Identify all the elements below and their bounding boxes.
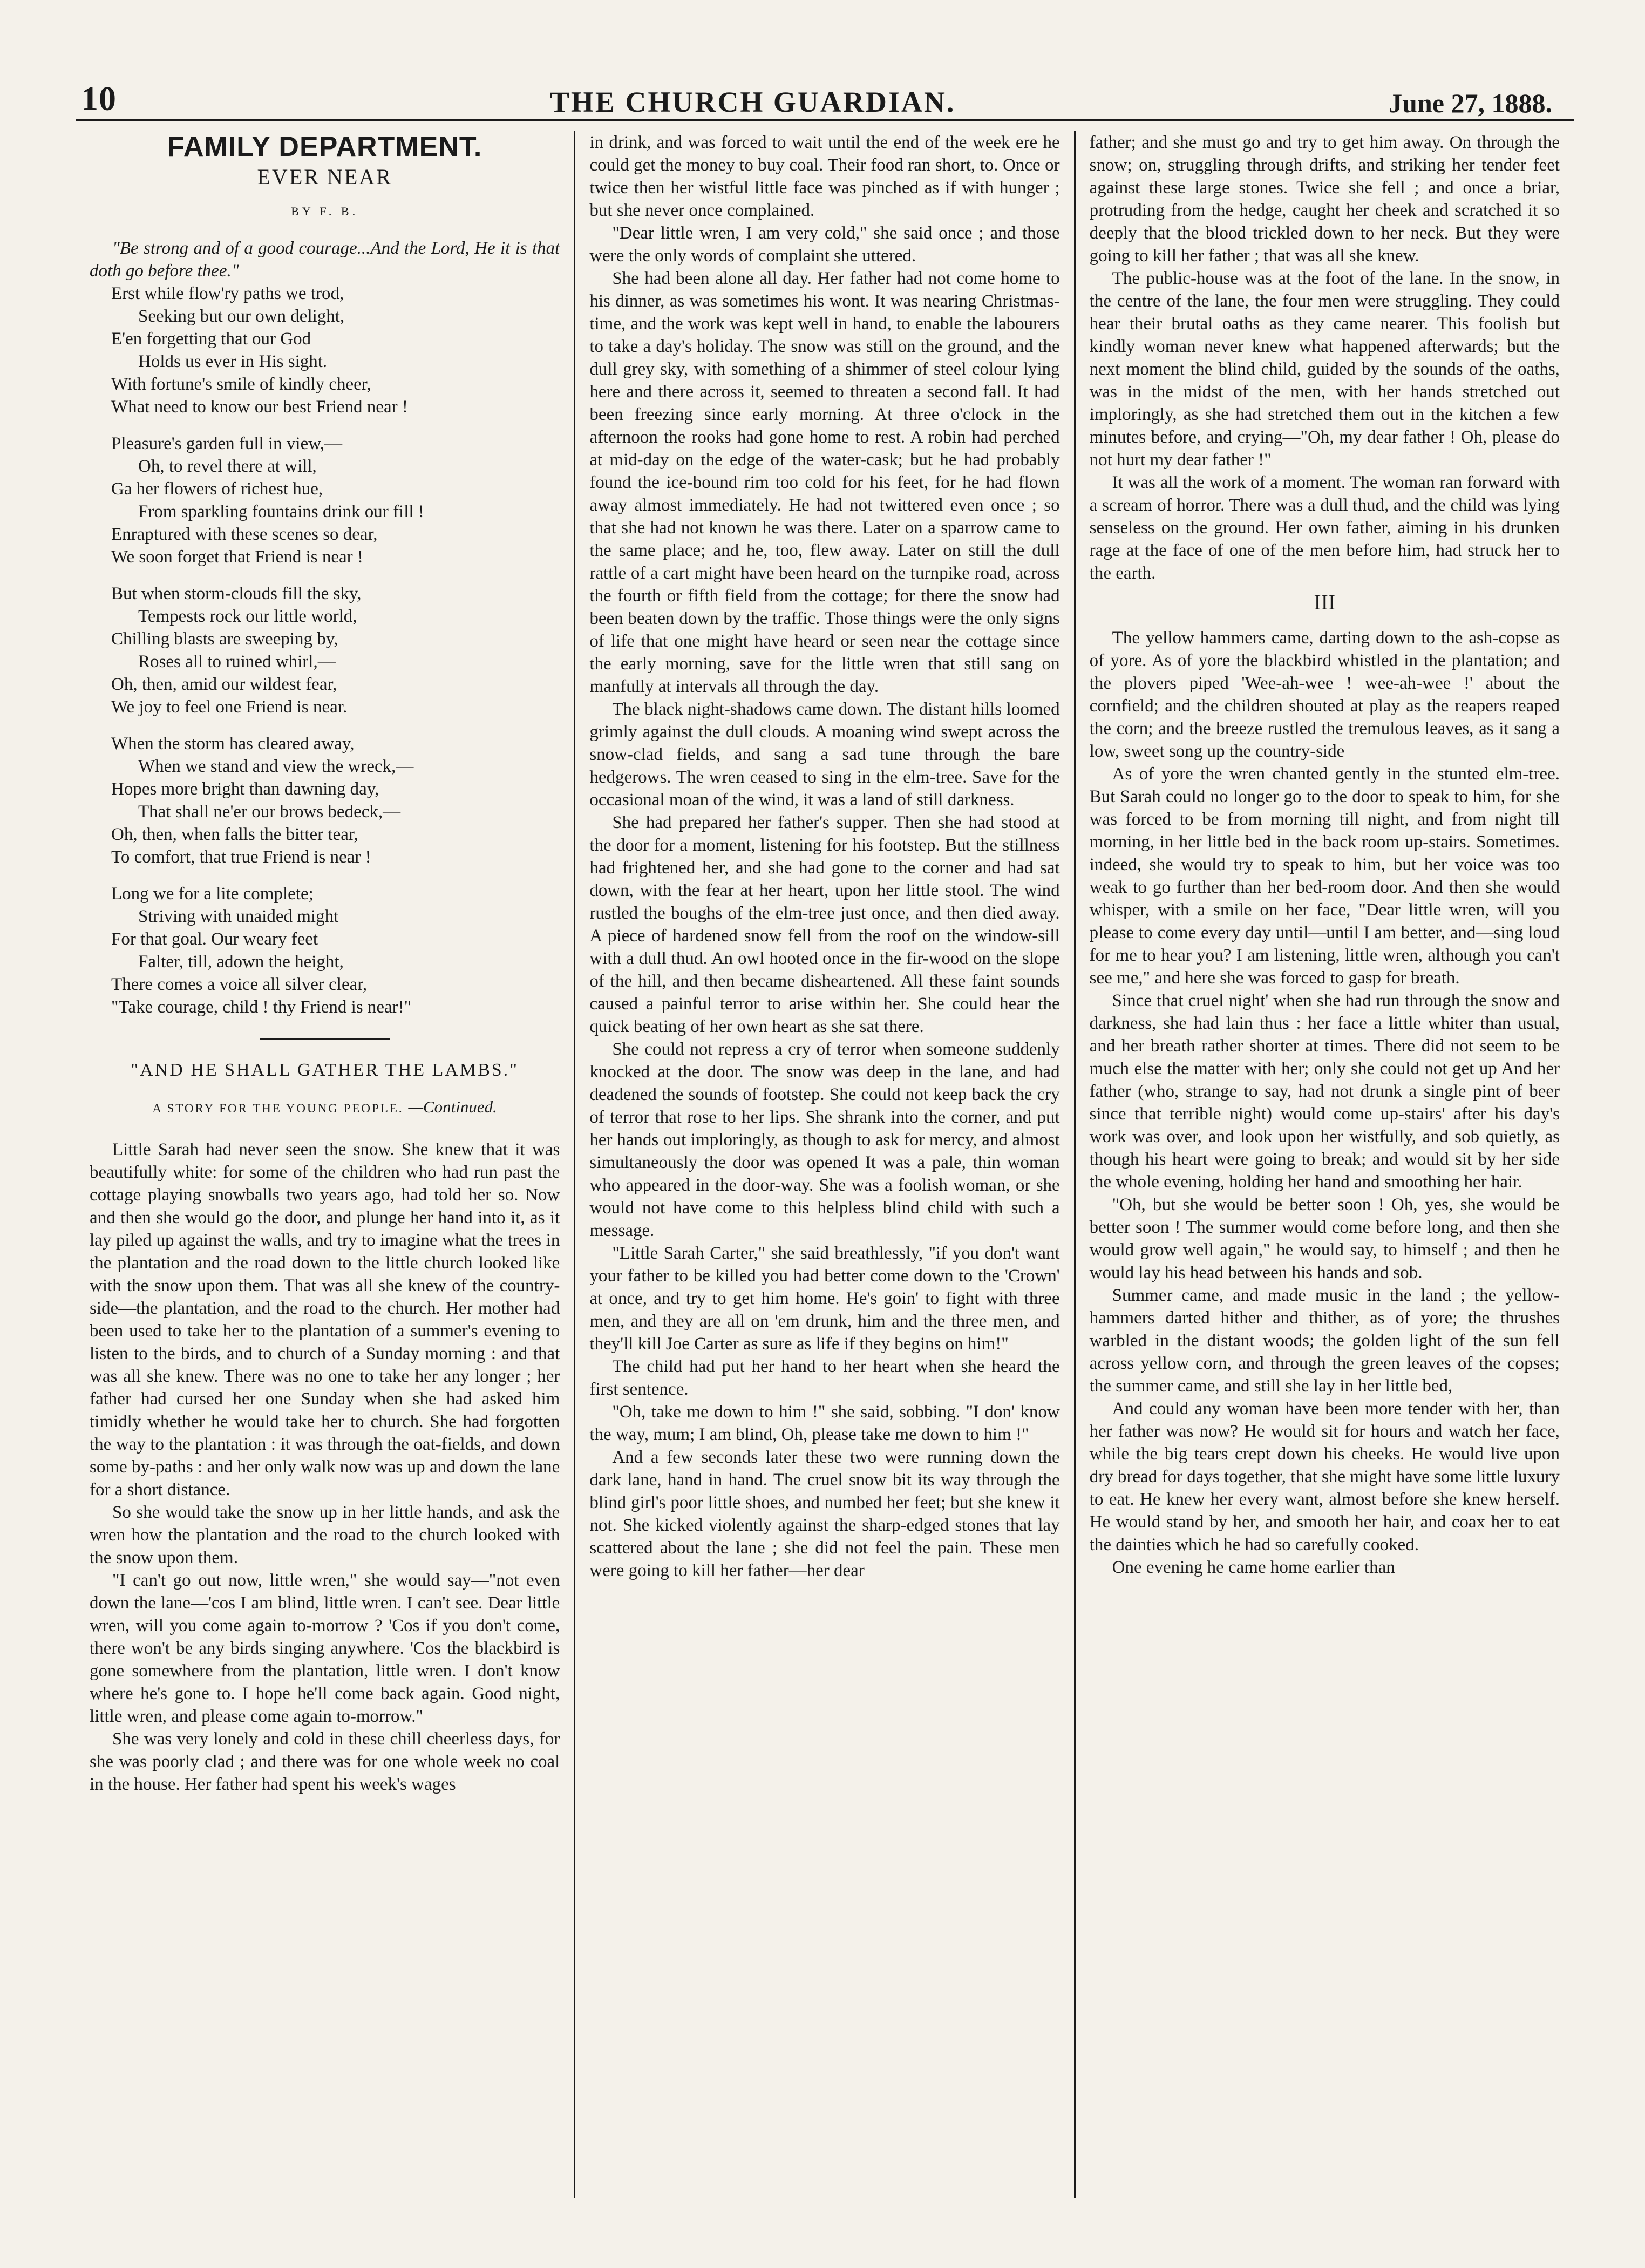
- paragraph: So she would take the snow up in her little hands, and ask the wren how the plantation and the road to the church looked with the snow upon them.: [90, 1503, 560, 1567]
- poem-line: When the storm has cleared away,: [111, 734, 355, 753]
- paragraph: "Oh, take me down to him !" she said, sobbing. "I don' know the way, mum; I am blind, Oh, please take me down to him !": [589, 1402, 1060, 1444]
- poem-line: For that goal. Our weary feet: [111, 929, 318, 949]
- poem-line: Oh, then, when falls the bitter tear,: [111, 825, 358, 844]
- poem-stanza: [111, 732, 560, 868]
- column-3: [1074, 131, 1574, 2198]
- column-1: [76, 131, 574, 2198]
- poem-line: Striving with unaided might: [138, 907, 339, 926]
- story-title: "AND HE SHALL GATHER THE LAMBS.": [131, 1060, 519, 1080]
- paragraph: Little Sarah had never seen the snow. She knew that it was beautifully white: for some of the children who had run past the cottage playing snowballs two years ago, had told her so. Now and then she would go the door, and plunge her hand into it, as it lay piled up against the walls, and try to imagine what the trees in the plantation and the road down to the little church looked like with the snow upon them. That was all she knew of the country-side—the plantation, and the road to the church. Her mother had been used to take her to the plantation of a summer's evening to listen to the birds, and to church of a Sunday morning : and that was all she knew. There was no one to take her any longer ; her father had cursed her one Sunday when she had asked him timidly whether he would take her to church. She had forgotten the way to the plantation : it was through the oat-fields, and down some by-paths : and her only walk now was up and down the lane for a short distance.: [90, 1140, 560, 1499]
- paragraph: Summer came, and made music in the land ; the yellow-hammers darted hither and thither, as of yore; the thrushes warbled in the distant woods; the golden light of the sun fell across yellow corn, and through the green leaves of the copses; the summer came, and still she lay in her little bed,: [1089, 1286, 1560, 1396]
- poem-line: Enraptured with these scenes so dear,: [111, 525, 378, 544]
- poem-line: "Take courage, child ! thy Friend is near!": [111, 997, 412, 1017]
- paragraph: The public-house was at the foot of the lane. In the snow, in the centre of the lane, the four men were struggling. They could hear their brutal oaths as they came nearer. This foolish but kindly woman never knew what happened afterwards; but the next moment the blind child, guided by the sounds of the oaths, was in the midst of the men, with her hands stretched out imploringly, as she had stretched them out in the kitchen a few minutes before, and crying—"Oh, my dear father ! Oh, please do not hurt my dear father !": [1089, 269, 1560, 470]
- poem-stanza: [111, 882, 560, 1018]
- poem-line: Falter, till, adown the height,: [138, 952, 344, 972]
- paragraph: in drink, and was forced to wait until the end of the week ere he could get the money to buy coal. Their food ran short, to. Once or twice then her wistful little face was pinched as if with hunger ; but she never once complained.: [589, 133, 1060, 220]
- poem-stanza: [111, 582, 560, 718]
- paragraph: She could not repress a cry of terror when someone suddenly knocked at the door. The snow was deep in the lane, and had deadened the sounds of footstep. She could not keep back the cry of terror that rose to her lips. She shrank into the corner, and put her hands out imploringly, as though to ask for mercy, and almost simultaneously the door was opened It was a pale, thin woman who appeared in the door-way. She was a foolish woman, or she would not have come to this helpless blind child with such a message.: [589, 1040, 1060, 1240]
- poem-line: Ga her flowers of richest hue,: [111, 479, 323, 499]
- department-heading: FAMILY DEPARTMENT.: [167, 131, 482, 162]
- poem-epigraph: "Be strong and of a good courage...And the Lord, He it is that doth go before thee.": [90, 239, 560, 281]
- column-2: [574, 131, 1073, 2198]
- paragraph: father; and she must go and try to get him away. On through the snow; on, struggling through drifts, and striking her tender feet against these large stones. Twice she fell ; and once a briar, protruding from the hedge, caught her cheek and scratched it so deeply that the blood trickled down to her neck. But they were going to kill her father ; that was all she knew.: [1089, 133, 1560, 266]
- paragraph: And could any woman have been more tender with her, than her father was now? He would sit for hours and watch her face, while the big tears crept down his cheeks. He would live upon dry bread for days together, that she might have some little luxury to eat. He knew her every want, almost before she knew herself. He would stand by her, and smooth her hair, and coax her to eat the dainties which he had so carefully cooked.: [1089, 1399, 1560, 1554]
- story-subtitle: [90, 1096, 560, 1120]
- poem-line: Erst while flow'ry paths we trod,: [111, 284, 344, 303]
- poem-line: Tempests rock our little world,: [138, 607, 357, 626]
- paragraph: As of yore the wren chanted gently in the stunted elm-tree. But Sarah could no longer go to the door to speak to him, for she was forced to be from morning till night, and from night till morning, in her little bed in the back room up-stairs. Sometimes. indeed, she would try to speak to him, but her voice was too weak to go further than her bed-room door. And then she would whisper, with a smile on her face, "Dear little wren, will you please to come every day until—until I am better, and—sing loud for me to hear you? I am listening, little wren, although you can't see me," and here she was forced to gasp for breath.: [1089, 764, 1560, 988]
- paragraph: "Dear little wren, I am very cold," she said once ; and those were the only words of complaint she uttered.: [589, 223, 1060, 266]
- poem-title: EVER NEAR: [257, 165, 392, 189]
- poem-line: Long we for a lite complete;: [111, 884, 314, 904]
- paragraph: It was all the work of a moment. The woman ran forward with a scream of horror. There was a dull thud, and the child was lying senseless on the ground. Her own father, aiming in his drunken rage at the face of one of the men before him, had struck her to the earth.: [1089, 473, 1560, 583]
- paragraph: "Little Sarah Carter," she said breathlessly, "if you don't want your father to be killed you had better come down to the 'Crown' at once, and try to get him home. He's goin' to fight with three men, and they are all on 'em drunk, him and the three men, and they'll kill Joe Carter as sure as life if they begins on him!": [589, 1244, 1060, 1354]
- story-subtitle-text: A STORY FOR THE YOUNG PEOPLE.: [152, 1102, 404, 1115]
- paragraph: One evening he came home earlier than: [1112, 1558, 1395, 1577]
- poem-line: When we stand and view the wreck,—: [138, 757, 414, 776]
- poem-line: From sparkling fountains drink our fill !: [138, 502, 424, 521]
- poem-stanza: [111, 282, 560, 418]
- newspaper-title: THE CHURCH GUARDIAN.: [549, 86, 956, 118]
- divider-rule: [260, 1038, 390, 1040]
- poem-line: E'en forgetting that our God: [111, 329, 311, 349]
- poem-line: We joy to feel one Friend is near.: [111, 697, 348, 717]
- poem-line: There comes a voice all silver clear,: [111, 975, 368, 994]
- poem-line: That shall ne'er our brows bedeck,—: [138, 802, 401, 821]
- story-continued: —Continued.: [408, 1097, 497, 1116]
- paragraph: "Oh, but she would be better soon ! Oh, yes, she would be better soon ! The summer would come before long, and then she would grow well again," he would say, to himself ; and then he would lay his head between his hands and sob.: [1089, 1195, 1560, 1282]
- poem-line: Chilling blasts are sweeping by,: [111, 629, 338, 649]
- poem-line: But when storm-clouds fill the sky,: [111, 584, 362, 603]
- paragraph: She was very lonely and cold in these chill cheerless days, for she was poorly clad ; and there was for one whole week no coal in the house. Her father had spent his week's wages: [90, 1729, 560, 1794]
- poem-line: Oh, then, amid our wildest fear,: [111, 675, 337, 694]
- paragraph: "I can't go out now, little wren," she would say—"not even down the lane—'cos I am blind, little wren. I can't see. Dear little wren, will you come again to-morrow ? 'Cos if you don't come, there won't be any birds singing anywhere. 'Cos the blackbird is gone somewhere from the plantation, little wren. I don't know where he's gone to. I hope he'll come back again. Good night, little wren, and please come again to-morrow.": [90, 1571, 560, 1726]
- poem-line: To comfort, that true Friend is near !: [111, 847, 371, 867]
- columns: [76, 131, 1574, 2198]
- paragraph: The child had put her hand to her heart when she heard the first sentence.: [589, 1357, 1060, 1399]
- paragraph: She had been alone all day. Her father had not come home to his dinner, as was sometimes his wont. It was nearing Christmas-time, and the work was kept well in hand, to enable the labourers to take a day's holiday. The snow was still on the ground, and the dull grey sky, with something of a shimmer of steel colour lying here and there across it, seemed to threaten a second fall. It had been freezing since early morning. At three o'clock in the afternoon the rooks had gone home to rest. A robin had perched at mid-day on the edge of the water-cask; but he had probably found the ice-bound rim too cold for his feet, for he had flown away almost immediately. He had not twittered even once ; so that she had not known he was there. Later on a sparrow came to the same place; and he, too, flew away. Later on still the dull rattle of a cart might have been heard on the turnpike road, across the fourth or fifth field from the cottage; for there the snow had been beaten down by the traffic. Those things were the only signs of life that one might have heard or seen near the cottage since the early morning, save for the little wren that still sang on manfully at intervals all through the day.: [589, 269, 1060, 696]
- poem-line: Pleasure's garden full in view,—: [111, 434, 343, 453]
- paragraph: She had prepared her father's supper. Then she had stood at the door for a moment, listening for his footstep. But the stillness had frightened her, and she had gone to the corner and had sat down, with the fear at her heart, upon her little stool. The wind rustled the boughs of the elm-tree just once, and then died away. A piece of hardened snow fell from the roof on the window-sill with a dull thud. An owl hooted once in the fir-wood on the slope of the hill, and then became disheartened. All these faint sounds caused a painful terror to arise within her. She could hear the quick beating of her own heart as she sat there.: [589, 813, 1060, 1036]
- poem-line: Roses all to ruined whirl,—: [138, 652, 336, 671]
- paragraph: The yellow hammers came, darting down to the ash-copse as of yore. As of yore the blackbird whistled in the plantation; and the plovers piped 'Wee-ah-wee ! wee-ah-wee !' about the cornfield; and the children shouted at play as the reapers reaped the corn; and the breeze rustled the tremulous leaves, as it sang a low, sweet song up the country-side: [1089, 628, 1560, 761]
- masthead: [76, 81, 1574, 121]
- paragraph: Since that cruel night' when she had run through the snow and darkness, she had lain thus : her face a little whiter than usual, and her breath rather shorter at times. There did not seem to be much else the matter with her; only she could not get up And her father (who, strange to say, had not drunk a single pint of beer since that terrible night) would come up-stairs' after his day's work was over, and look upon her wistfully, and sob quietly, as though his heart were going to break; and would sit by her side the whole evening, holding her hand and smoothing her hair.: [1089, 991, 1560, 1192]
- poem-line: What need to know our best Friend near !: [111, 397, 408, 417]
- paragraph: And a few seconds later these two were running down the dark lane, hand in hand. The cruel snow bit its way through the blind girl's poor little shoes, and numbed her feet; but she knew it not. She kicked violently against the sharp-edged stones that lay scattered about the lane ; she did not feel the pain. These men were going to kill her father—her dear: [589, 1448, 1060, 1580]
- poem-line: Seeking but our own delight,: [138, 307, 345, 326]
- poem-stanza: [111, 432, 560, 568]
- poem-line: Oh, to revel there at will,: [138, 457, 317, 476]
- issue-date: June 27, 1888.: [1389, 88, 1552, 118]
- poem-line: With fortune's smile of kindly cheer,: [111, 375, 371, 394]
- section-heading: III: [1314, 590, 1336, 614]
- poem-byline: BY F. B.: [291, 205, 359, 218]
- page-number: 10: [81, 79, 117, 118]
- poem-line: Holds us ever in His sight.: [138, 352, 328, 371]
- poem-line: Hopes more bright than dawning day,: [111, 779, 379, 799]
- paragraph: The black night-shadows came down. The distant hills loomed grimly against the dull clouds. A moaning wind swept across the snow-clad fields, and sang a sad tune through the bare hedgerows. The wren ceased to sing in the elm-tree. Save for the occasional moan of the wind, it was a land of still darkness.: [589, 700, 1060, 810]
- poem-line: We soon forget that Friend is near !: [111, 547, 363, 567]
